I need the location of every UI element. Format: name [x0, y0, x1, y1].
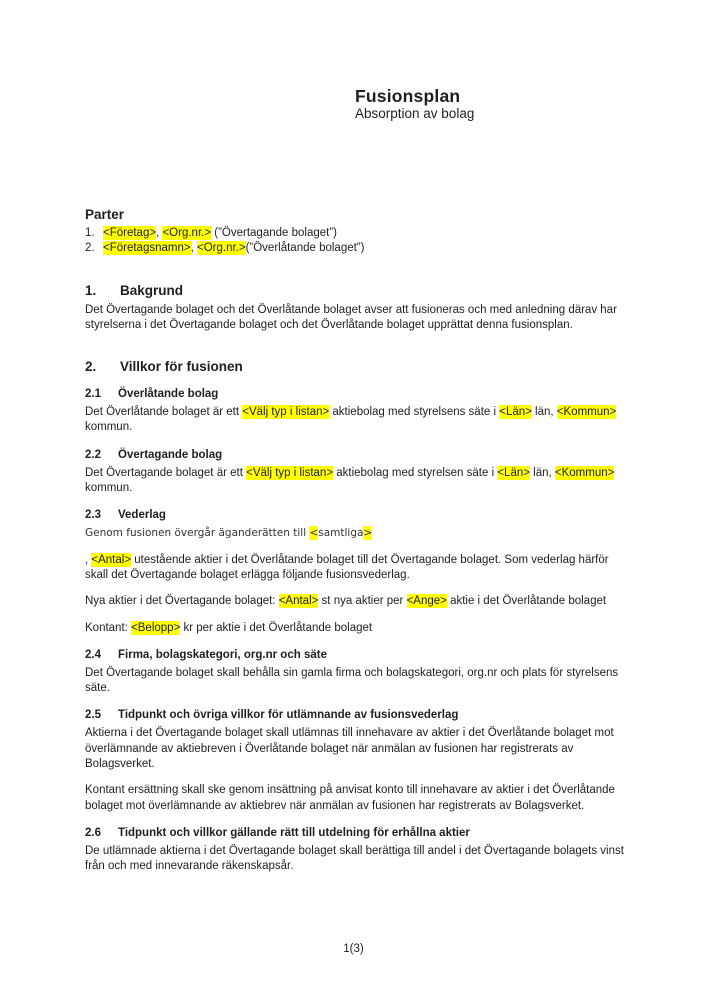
- heading-text: Övertagande bolag: [118, 448, 223, 461]
- section-heading: [85, 283, 625, 299]
- section-heading: [85, 387, 625, 401]
- section-heading: [85, 448, 625, 462]
- text-run: Aktierna i det Övertagande bolaget skall utlämnas till innehavare av aktier i det Överlåtande bolaget mot överlämnande av aktiebreven i Överlåtande bolaget när anmälan av fusionen har registrerats av Bolagsverket.: [85, 727, 614, 771]
- paragraph: [85, 594, 625, 609]
- paragraph: [85, 726, 625, 772]
- text-run: (”Överlåtande bolaget”): [245, 242, 365, 255]
- text-run: kr per aktie i det Överlåtande bolaget: [180, 621, 373, 634]
- text-run: Det Överlåtande bolaget är ett: [85, 406, 243, 419]
- text-run: Det Övertagande bolaget skall behålla sin gamla firma och bolagskategori, org.nr och plats för styrelsens säte.: [85, 666, 619, 695]
- page-number: 1(3): [343, 943, 364, 955]
- document-header: [355, 86, 625, 121]
- placeholder-field[interactable]: <Antal>: [91, 553, 132, 566]
- page-footer: [0, 943, 707, 955]
- heading-text: Tidpunkt och övriga villkor för utlämnande av fusionsvederlag: [118, 709, 459, 722]
- heading-number: 2.3: [85, 509, 101, 522]
- text-run: län,: [531, 406, 557, 419]
- heading-number: 2.5: [85, 709, 101, 722]
- heading-number: 2.4: [85, 648, 101, 661]
- document-title: Fusionsplan: [355, 86, 461, 106]
- paragraph: [85, 666, 625, 697]
- text-run: Genom fusionen övergår äganderätten till: [85, 527, 310, 540]
- text-run: ,: [156, 227, 163, 239]
- heading-text: Firma, bolagskategori, org.nr och säte: [118, 648, 327, 661]
- document-subtitle: Absorption av bolag: [355, 106, 475, 121]
- placeholder-field[interactable]: <Kommun>: [556, 406, 617, 419]
- text-run: aktiebolag med styrelsen säte i: [333, 466, 498, 479]
- text-run: Det Övertagande bolaget och det Överlåtande bolaget avser att fusioneras och med anledning därav har styrelserna i det Övertagande bolaget och det Överlåtande bolaget upprättat denna fusionsplan.: [85, 303, 617, 331]
- document-body: [85, 207, 625, 875]
- paragraph: [85, 405, 625, 436]
- text-run: (”Övertagande bolaget”): [211, 227, 337, 239]
- placeholder-field[interactable]: <Ange>: [406, 595, 447, 608]
- placeholder-field[interactable]: <Län>: [499, 406, 532, 419]
- paragraph: [85, 621, 625, 636]
- section-heading: [85, 508, 625, 522]
- placeholder-field[interactable]: <Välj typ i listan>: [242, 406, 330, 419]
- placeholder-field[interactable]: <Län>: [497, 466, 530, 479]
- heading-number: 2.: [85, 359, 97, 375]
- heading-number: 1.: [85, 282, 97, 298]
- heading-number: 2.2: [85, 448, 101, 461]
- heading-text: Överlåtande bolag: [118, 388, 219, 401]
- text-run: Kontant ersättning skall ske genom insättning på anvisat konto till innehavare av aktier i det Överlåtande bolaget mot överlämnande av aktiebrev när anmälan av fusionen har registrerats av Bolagsverket.: [85, 784, 615, 812]
- list-item: [85, 226, 625, 241]
- numbered-list: [85, 226, 625, 257]
- text-run: kommun.: [85, 421, 133, 434]
- placeholder-field[interactable]: <Företagsnamn>: [103, 242, 191, 255]
- heading-number: 2.6: [85, 826, 101, 839]
- paragraph: [85, 526, 625, 541]
- list-item-number: 2.: [85, 242, 95, 255]
- heading-number: 2.1: [85, 388, 101, 401]
- text-run: län,: [529, 466, 555, 479]
- text-run: Det Övertagande bolaget är ett: [85, 466, 247, 479]
- placeholder-field[interactable]: >: [363, 527, 373, 540]
- paragraph: [85, 783, 625, 814]
- placeholder-field[interactable]: <Org.nr.>: [162, 227, 212, 239]
- placeholder-field[interactable]: <Antal>: [278, 595, 319, 608]
- paragraph: [85, 303, 625, 334]
- section-heading: [85, 826, 625, 840]
- heading-text: Tidpunkt och villkor gällande rätt till utdelning för erhållna aktier: [118, 826, 470, 839]
- text-run: ,: [190, 242, 197, 255]
- text-run: samtliga: [318, 527, 364, 540]
- heading-text: Vederlag: [118, 509, 166, 522]
- list-item-text: [103, 241, 364, 256]
- heading-text: Bakgrund: [120, 282, 184, 298]
- text-run: kommun.: [85, 482, 133, 495]
- text-run: st nya aktier per: [318, 595, 407, 608]
- list-item-number: 1.: [85, 227, 95, 239]
- placeholder-field[interactable]: <Belopp>: [131, 621, 181, 634]
- text-run: Kontant:: [85, 621, 132, 634]
- section-heading: [85, 359, 625, 375]
- paragraph: [85, 844, 625, 875]
- text-run: utestående aktier i det Överlåtande bolaget till det Övertagande bolaget. Som vederlag härför skall det Övertagande bolaget erlägga följande fusionsvederlag.: [85, 553, 609, 581]
- text-run: aktiebolag med styrelsens säte i: [329, 406, 500, 419]
- placeholder-field[interactable]: <: [309, 527, 319, 540]
- section-heading: [85, 708, 625, 722]
- placeholder-field[interactable]: <Kommun>: [554, 466, 615, 479]
- paragraph: [85, 466, 625, 497]
- heading-text: Villkor för fusionen: [120, 359, 243, 375]
- text-run: ,: [85, 553, 92, 566]
- text-run: De utlämnade aktierna i det Övertagande bolaget skall berättiga till andel i det Övertagande bolagets vinst från och med innevarande räkenskapsår.: [85, 844, 624, 873]
- list-item-text: [103, 226, 337, 241]
- text-run: Nya aktier i det Övertagande bolaget:: [85, 595, 279, 608]
- placeholder-field[interactable]: <Företag>: [103, 227, 157, 239]
- placeholder-field[interactable]: <Välj typ i listan>: [246, 466, 334, 479]
- text-run: aktie i det Överlåtande bolaget: [446, 595, 607, 608]
- section-heading: Parter: [85, 207, 125, 222]
- list-item: [85, 241, 625, 256]
- placeholder-field[interactable]: <Org.nr.>: [196, 242, 246, 255]
- paragraph: [85, 553, 625, 584]
- section-heading: [85, 648, 625, 662]
